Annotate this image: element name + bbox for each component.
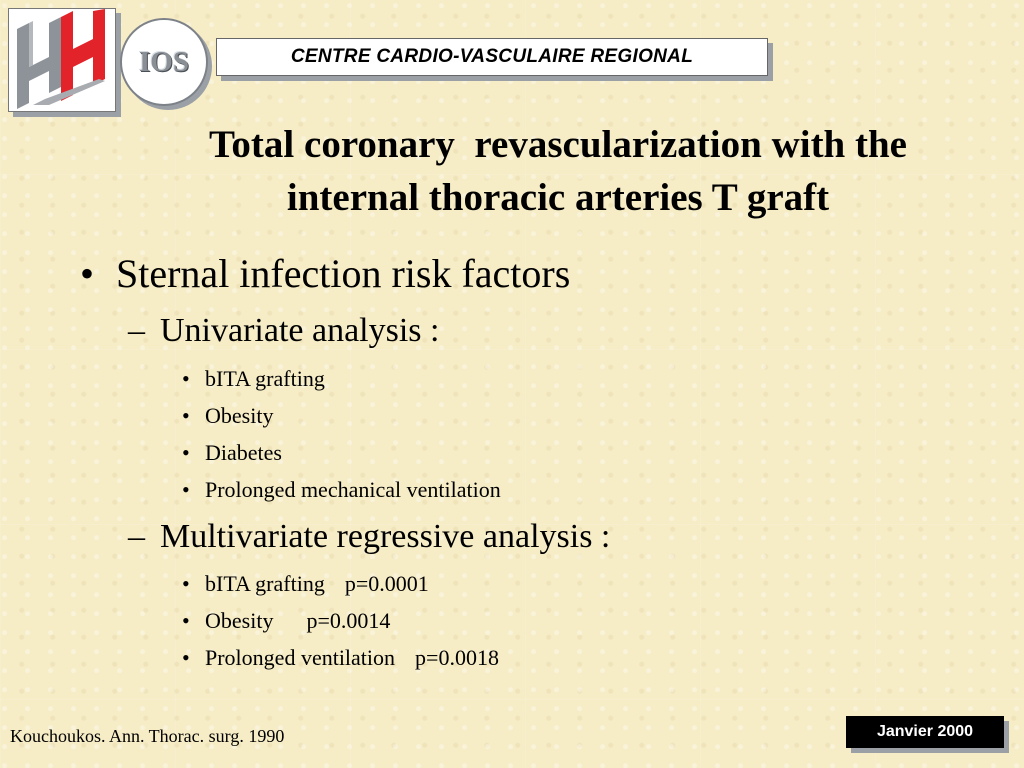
bullet-dot-icon: • [182, 366, 190, 391]
center-name-banner [216, 38, 768, 76]
list-item-text: Prolonged ventilation [205, 645, 396, 670]
list-item [182, 608, 390, 634]
list-item [182, 366, 325, 392]
list-item [182, 645, 499, 671]
slide-title-line1: Total coronary revascularization with the [209, 123, 907, 166]
dash-icon: – [128, 518, 145, 555]
multivariate-heading [128, 518, 610, 556]
univariate-heading-text: Univariate analysis : [160, 312, 440, 349]
ios-label: IOS [139, 45, 189, 78]
hospital-logo [8, 8, 116, 112]
slide-title [110, 118, 1006, 224]
main-bullet [80, 250, 570, 297]
ios-badge [120, 18, 208, 106]
dash-icon: – [128, 312, 145, 349]
bullet-dot-icon: • [182, 608, 190, 633]
list-item [182, 440, 282, 466]
list-item [182, 571, 429, 597]
list-item-text: Obesity [205, 608, 274, 633]
center-name: CENTRE CARDIO-VASCULAIRE REGIONAL [290, 46, 694, 67]
p-value: p=0.0001 [344, 571, 429, 596]
hospital-hh-logo-icon [9, 9, 115, 111]
bullet-dot-icon: • [80, 251, 95, 296]
bullet-dot-icon: • [182, 403, 190, 428]
list-item [182, 477, 501, 503]
date-text: Janvier 2000 [876, 723, 974, 740]
list-item-text: bITA grafting [205, 366, 325, 391]
slide-title-line2: internal thoracic arteries T graft [286, 176, 830, 219]
multivariate-heading-text: Multivariate regressive analysis : [160, 518, 611, 555]
p-value: p=0.0014 [306, 608, 391, 633]
p-value: p=0.0018 [415, 645, 499, 670]
list-item [182, 403, 273, 429]
list-item-text: Diabetes [205, 440, 282, 465]
bullet-dot-icon: • [182, 645, 190, 670]
list-item-text: Prolonged mechanical ventilation [205, 477, 501, 502]
bullet-dot-icon: • [182, 477, 190, 502]
main-bullet-text: Sternal infection risk factors [116, 251, 571, 296]
date-badge [846, 716, 1004, 748]
univariate-heading [128, 312, 439, 350]
bullet-dot-icon: • [182, 571, 190, 596]
bullet-dot-icon: • [182, 440, 190, 465]
list-item-text: Obesity [205, 403, 274, 428]
list-item-text: bITA grafting [205, 571, 325, 596]
reference-footnote: Kouchoukos. Ann. Thorac. surg. 1990 [10, 726, 285, 746]
